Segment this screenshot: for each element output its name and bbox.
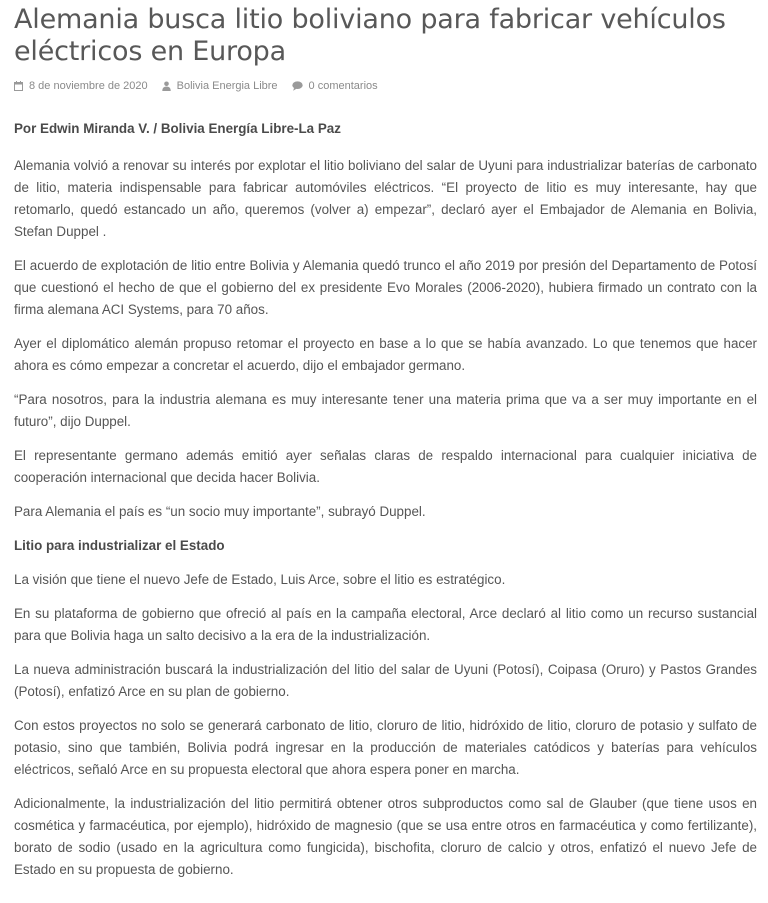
meta-author-text: Bolivia Energia Libre — [176, 80, 278, 92]
article-content — [14, 118, 757, 881]
article-title: Alemania busca litio boliviano para fabricar vehículos eléctricos en Europa — [14, 4, 726, 67]
byline: Por Edwin Miranda V. / Bolivia Energía Libre-La Paz — [14, 121, 341, 136]
paragraph: El acuerdo de explotación de litio entre Bolivia y Alemania quedó trunco el año 2019 por presión del Departamento de Potosí que cuestionó el hecho de que el gobierno del ex presidente Evo Morales (2006-2020), hubiera firmado un contrato con la firma alemana ACI Systems, para 70 años. — [14, 258, 757, 317]
meta-date-text: 8 de noviembre de 2020 — [29, 80, 148, 92]
paragraph: La nueva administración buscará la industrialización del litio del salar de Uyuni (Potosí), Coipasa (Oruro) y Pastos Grandes (Potosí), enfatizó Arce en su plan de gobierno. — [14, 662, 757, 699]
section-subheading: Litio para industrializar el Estado — [14, 538, 225, 553]
calendar-icon — [14, 81, 23, 91]
meta-author[interactable] — [162, 80, 278, 92]
paragraph: Ayer el diplomático alemán propuso retomar el proyecto en base a lo que se había avanzado. Lo que tenemos que hacer ahora es cómo empezar a concretar el acuerdo, dijo el embajador germano. — [14, 336, 757, 373]
meta-date[interactable] — [14, 80, 148, 92]
article-meta — [14, 79, 757, 93]
paragraph: En su plataforma de gobierno que ofreció al país en la campaña electoral, Arce declaró al litio como un recurso sustancial para que Bolivia haga un salto decisivo a la era de la industrialización. — [14, 606, 757, 643]
paragraph: El representante germano además emitió ayer señalas claras de respaldo internacional para cualquier iniciativa de cooperación internacional que decida hacer Bolivia. — [14, 448, 757, 485]
paragraph: Adicionalmente, la industrialización del litio permitirá obtener otros subproductos como sal de Glauber (que tiene usos en cosmética y farmacéutica, por ejemplo), hidróxido de magnesio (que se usa entre otros en farmacéutica y como fertilizante), borato de sodio (usado en la agricultura como fungicida), bischofita, cloruro de calcio y otros, enfatizó el nuevo Jefe de Estado en su propuesta de gobierno. — [14, 796, 757, 877]
meta-comments[interactable] — [292, 80, 378, 92]
paragraph: Para Alemania el país es “un socio muy importante”, subrayó Duppel. — [14, 504, 426, 519]
comment-icon — [292, 81, 303, 91]
paragraph: “Para nosotros, para la industria alemana es muy interesante tener una materia prima que va a ser muy importante en el futuro”, dijo Duppel. — [14, 392, 757, 429]
paragraph: La visión que tiene el nuevo Jefe de Estado, Luis Arce, sobre el litio es estratégico. — [14, 572, 506, 587]
paragraph: Con estos proyectos no solo se generará carbonato de litio, cloruro de litio, hidróxido de litio, cloruro de potasio y sulfato de potasio, sino que también, Bolivia podrá ingresar en la producción de materiales catódicos y baterías para vehículos eléctricos, señaló Arce en su propuesta electoral que ahora espera poner en marcha. — [14, 718, 757, 777]
meta-comments-text: 0 comentarios — [308, 80, 378, 92]
paragraph: Alemania volvió a renovar su interés por explotar el litio boliviano del salar de Uyuni para industrializar baterías de carbonato de litio, materia indispensable para fabricar automóviles eléctricos. “El proyecto de litio es muy interesante, hay que retomarlo, quedó estancado un año, queremos (volver a) empezar”, declaró ayer el Embajador de Alemania en Bolivia, Stefan Duppel . — [14, 158, 757, 239]
user-icon — [162, 81, 171, 91]
